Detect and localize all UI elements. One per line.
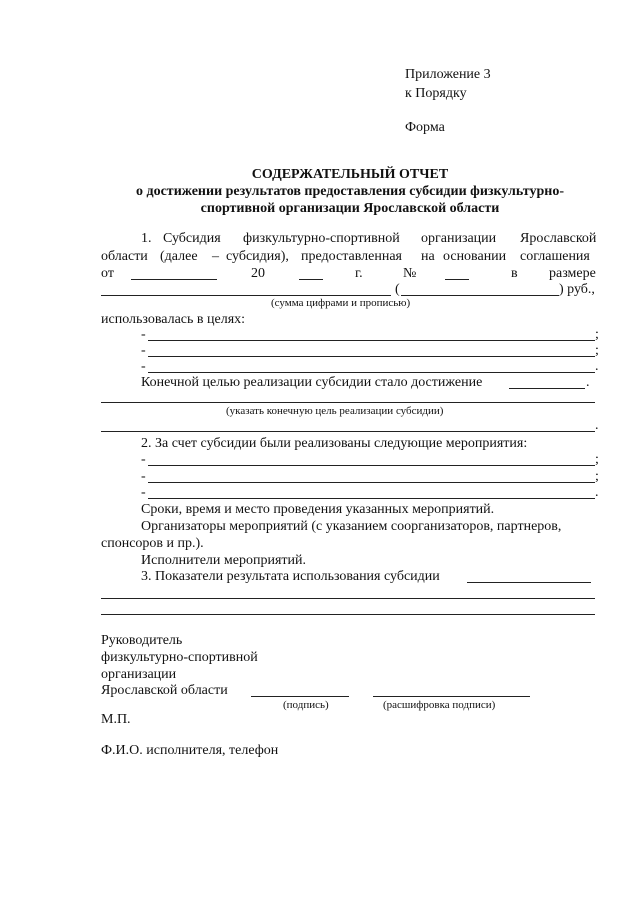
text-word: – <box>212 249 219 264</box>
sum-caption: (сумма цифрами и прописью) <box>271 297 411 309</box>
text-word: предоставленная <box>301 249 402 264</box>
list-dash: - <box>141 327 146 342</box>
paren-open: ( <box>395 282 400 297</box>
section3-title: 3. Показатели результата использования субсидии <box>141 569 440 584</box>
list-semicolon: ; <box>595 343 599 358</box>
signature-decode-caption: (расшифровка подписи) <box>383 699 496 711</box>
list-dash: - <box>141 343 146 358</box>
final-goal-line-2 <box>101 431 595 432</box>
text-word: организации <box>421 231 497 246</box>
signature-blank <box>251 696 349 697</box>
document-subtitle-2: спортивной организации Ярославской области <box>200 201 500 216</box>
text-word: основании <box>443 249 507 264</box>
to-order-label: к Порядку <box>405 86 467 101</box>
text-word: физкультурно-спортивной <box>243 231 400 246</box>
section1-number: 1. <box>141 231 152 246</box>
used-for-label: использовалась в целях: <box>101 312 246 327</box>
indicators-line-1 <box>101 598 595 599</box>
list-semicolon: ; <box>595 452 599 467</box>
list-semicolon: ; <box>595 327 599 342</box>
year-blank <box>299 279 323 280</box>
text-word: размере <box>549 266 596 281</box>
form-label: Форма <box>405 120 445 135</box>
list-dash: - <box>141 359 146 374</box>
list-period: . <box>595 485 599 500</box>
text-word: соглашения <box>520 249 590 264</box>
currency-label: ) руб., <box>559 282 595 297</box>
text-word: области <box>101 249 148 264</box>
document-subtitle-1: о достижении результатов предоставления субсидии физкультурно- <box>136 184 564 199</box>
list-period: . <box>595 418 599 433</box>
executors-label: Исполнители мероприятий. <box>141 553 307 568</box>
text-word: 20 <box>251 266 265 281</box>
list-dash: - <box>141 469 146 484</box>
goal-blank-1 <box>148 340 595 341</box>
final-goal-caption: (указать конечную цель реализации субсидии) <box>226 405 444 417</box>
indicators-line-2 <box>101 614 595 615</box>
list-period: . <box>595 359 599 374</box>
number-sign: № <box>403 266 417 281</box>
goal-blank-2 <box>148 356 595 357</box>
list-semicolon: ; <box>595 469 599 484</box>
signature-role-3: организации <box>101 667 177 682</box>
signature-role-2: физкультурно-спортивной <box>101 650 258 665</box>
event-blank-2 <box>148 482 595 483</box>
text-word: в <box>511 266 518 281</box>
goal-blank-3 <box>148 372 595 373</box>
signature-caption: (подпись) <box>283 699 329 711</box>
organizers-label: Организаторы мероприятий (с указанием соорганизаторов, партнеров, <box>141 519 562 534</box>
section2-title: 2. За счет субсидии были реализованы следующие мероприятия: <box>141 436 528 451</box>
text-word: от <box>101 266 114 281</box>
text-word: Субсидия <box>163 231 221 246</box>
event-blank-3 <box>148 498 595 499</box>
text-word: субсидия), <box>226 249 289 264</box>
indicators-blank <box>467 582 591 583</box>
final-goal-blank <box>509 388 585 389</box>
stamp-label: М.П. <box>101 712 131 727</box>
final-goal-label: Конечной целью реализации субсидии стало достижение <box>141 375 483 390</box>
signature-role-1: Руководитель <box>101 633 183 648</box>
final-goal-line <box>101 402 595 403</box>
list-dash: - <box>141 452 146 467</box>
appendix-label: Приложение 3 <box>405 67 491 82</box>
number-blank <box>445 279 469 280</box>
signature-decode-blank <box>373 696 530 697</box>
document-title: СОДЕРЖАТЕЛЬНЫЙ ОТЧЕТ <box>251 167 449 182</box>
organizers-label-cont: спонсоров и пр.). <box>101 536 204 551</box>
list-dash: - <box>141 485 146 500</box>
event-blank-1 <box>148 465 595 466</box>
text-word: на <box>421 249 435 264</box>
text-word: Ярославской <box>520 231 597 246</box>
text-word: (далее <box>160 249 198 264</box>
sum-words-blank <box>401 295 559 296</box>
sum-digits-blank <box>101 295 391 296</box>
date-blank <box>131 279 217 280</box>
list-period: . <box>586 375 590 390</box>
text-word: г. <box>355 266 363 281</box>
executor-label: Ф.И.О. исполнителя, телефон <box>101 743 279 758</box>
signature-role-4: Ярославской области <box>101 683 228 698</box>
terms-label: Сроки, время и место проведения указанных мероприятий. <box>141 502 495 517</box>
